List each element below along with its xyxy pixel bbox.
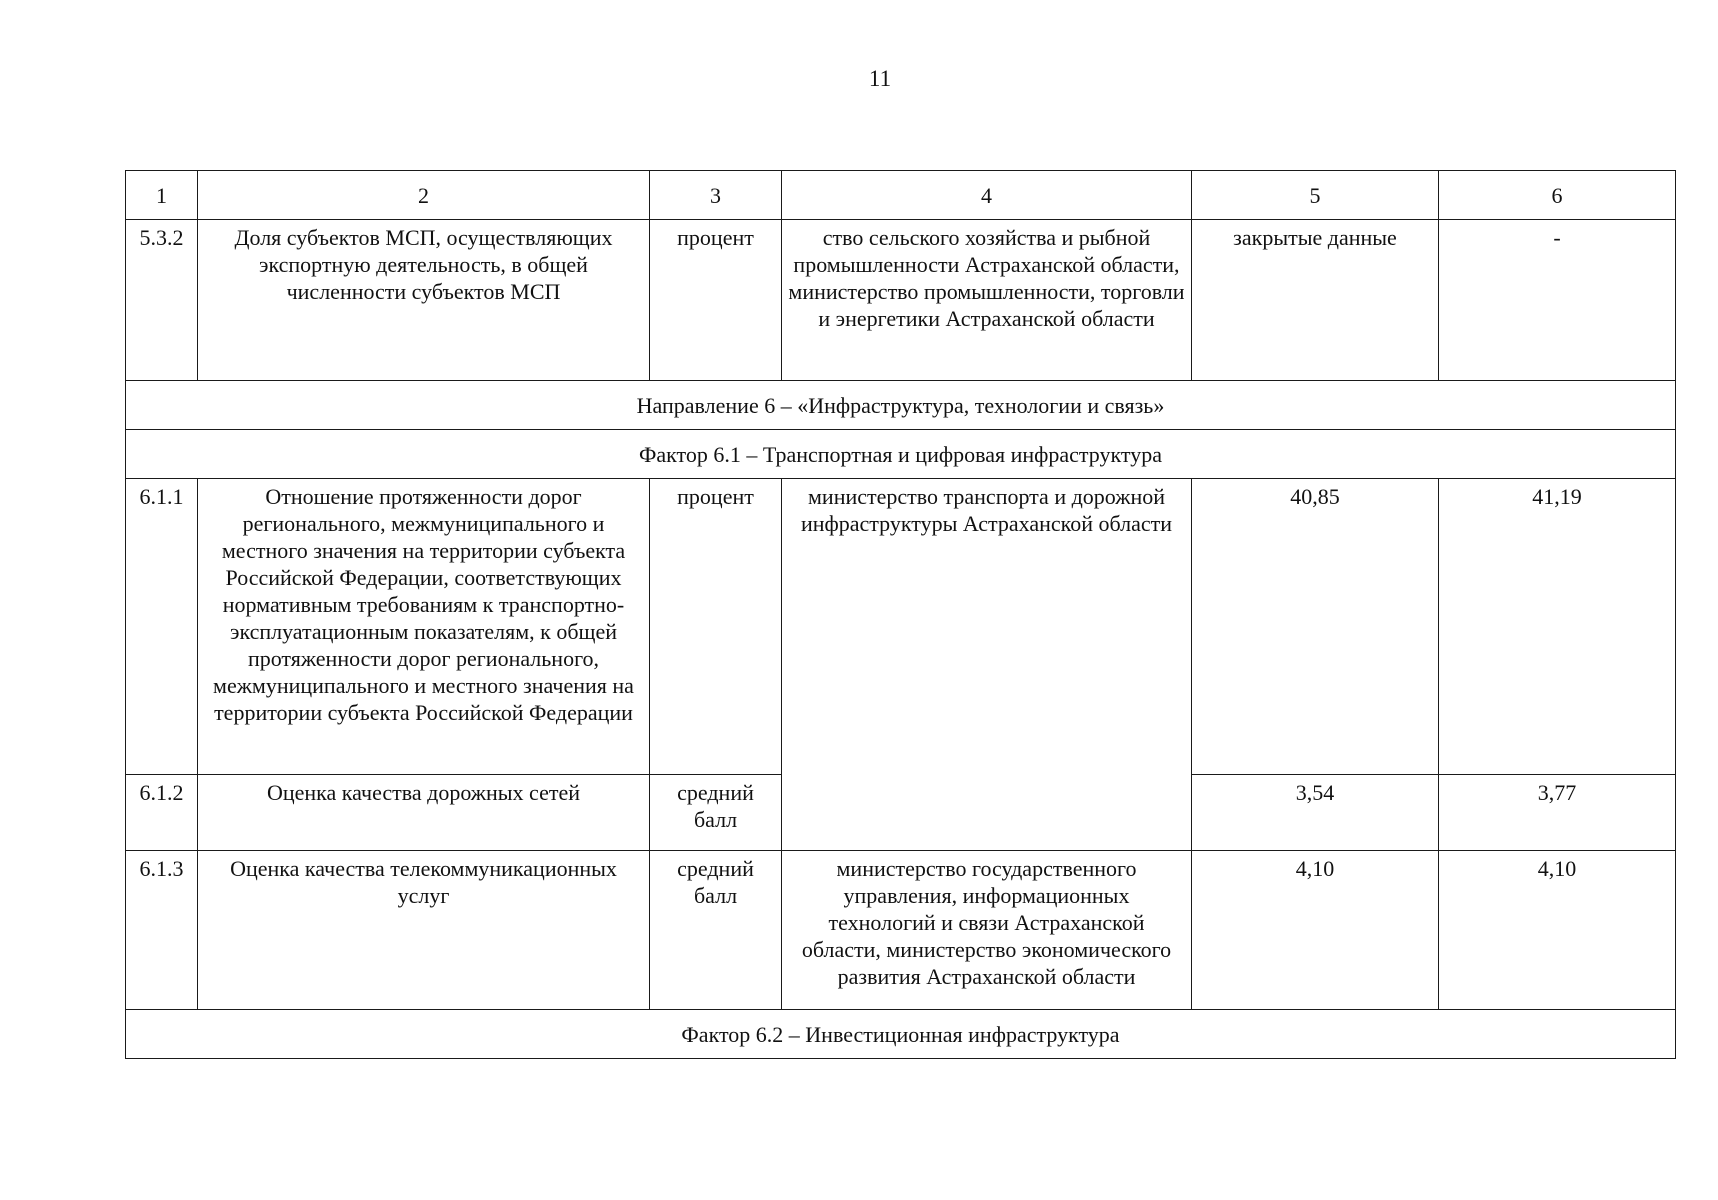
header-cell-5: 5 <box>1192 171 1439 220</box>
header-cell-4: 4 <box>782 171 1192 220</box>
row-responsible: министерство государственного управления, информационных технологий и связи Астраханской области, министерство экономического развития Астраханской области <box>782 851 1192 1010</box>
indicators-table <box>125 170 1676 1059</box>
row-code: 5.3.2 <box>126 220 198 381</box>
row-unit: средний балл <box>650 775 782 851</box>
page-number: 11 <box>868 66 892 91</box>
section-row <box>126 381 1676 430</box>
header-cell-3: 3 <box>650 171 782 220</box>
row-value-6: 41,19 <box>1439 479 1676 775</box>
row-indicator: Отношение протяженности дорог регионального, межмуниципального и местного значения на территории субъекта Российской Федерации, соответствующих нормативным требованиям к транспортно-эксплуатационным показателям, к общей протяженности дорог регионального, межмуниципального и местного значения на территории субъекта Российской Федерации <box>198 479 650 775</box>
direction-heading: Направление 6 – «Инфраструктура, технологии и связь» <box>126 381 1676 430</box>
header-cell-1: 1 <box>126 171 198 220</box>
row-value-5: закрытые данные <box>1192 220 1439 381</box>
row-value-6: 4,10 <box>1439 851 1676 1010</box>
row-unit: процент <box>650 479 782 775</box>
row-responsible: ство сельского хозяйства и рыбной промышленности Астраханской области, министерство промышленности, торговли и энергетики Астраханской области <box>782 220 1192 381</box>
row-value-5: 4,10 <box>1192 851 1439 1010</box>
header-cell-2: 2 <box>198 171 650 220</box>
row-code: 6.1.1 <box>126 479 198 775</box>
section-row <box>126 1010 1676 1059</box>
row-code: 6.1.3 <box>126 851 198 1010</box>
header-cell-6: 6 <box>1439 171 1676 220</box>
row-code: 6.1.2 <box>126 775 198 851</box>
table-row <box>126 479 1676 775</box>
row-value-5: 3,54 <box>1192 775 1439 851</box>
row-indicator: Доля субъектов МСП, осуществляющих экспортную деятельность, в общей численности субъектов МСП <box>198 220 650 381</box>
row-value-6: - <box>1439 220 1676 381</box>
row-unit: процент <box>650 220 782 381</box>
row-indicator: Оценка качества дорожных сетей <box>198 775 650 851</box>
table-row <box>126 851 1676 1010</box>
section-row <box>126 430 1676 479</box>
row-unit: средний балл <box>650 851 782 1010</box>
row-responsible: министерство транспорта и дорожной инфраструктуры Астраханской области <box>782 479 1192 851</box>
row-value-5: 40,85 <box>1192 479 1439 775</box>
factor-heading: Фактор 6.2 – Инвестиционная инфраструктура <box>126 1010 1676 1059</box>
factor-heading: Фактор 6.1 – Транспортная и цифровая инфраструктура <box>126 430 1676 479</box>
table-header-row <box>126 171 1676 220</box>
row-value-6: 3,77 <box>1439 775 1676 851</box>
table-row <box>126 220 1676 381</box>
row-indicator: Оценка качества телекоммуникационных услуг <box>198 851 650 1010</box>
